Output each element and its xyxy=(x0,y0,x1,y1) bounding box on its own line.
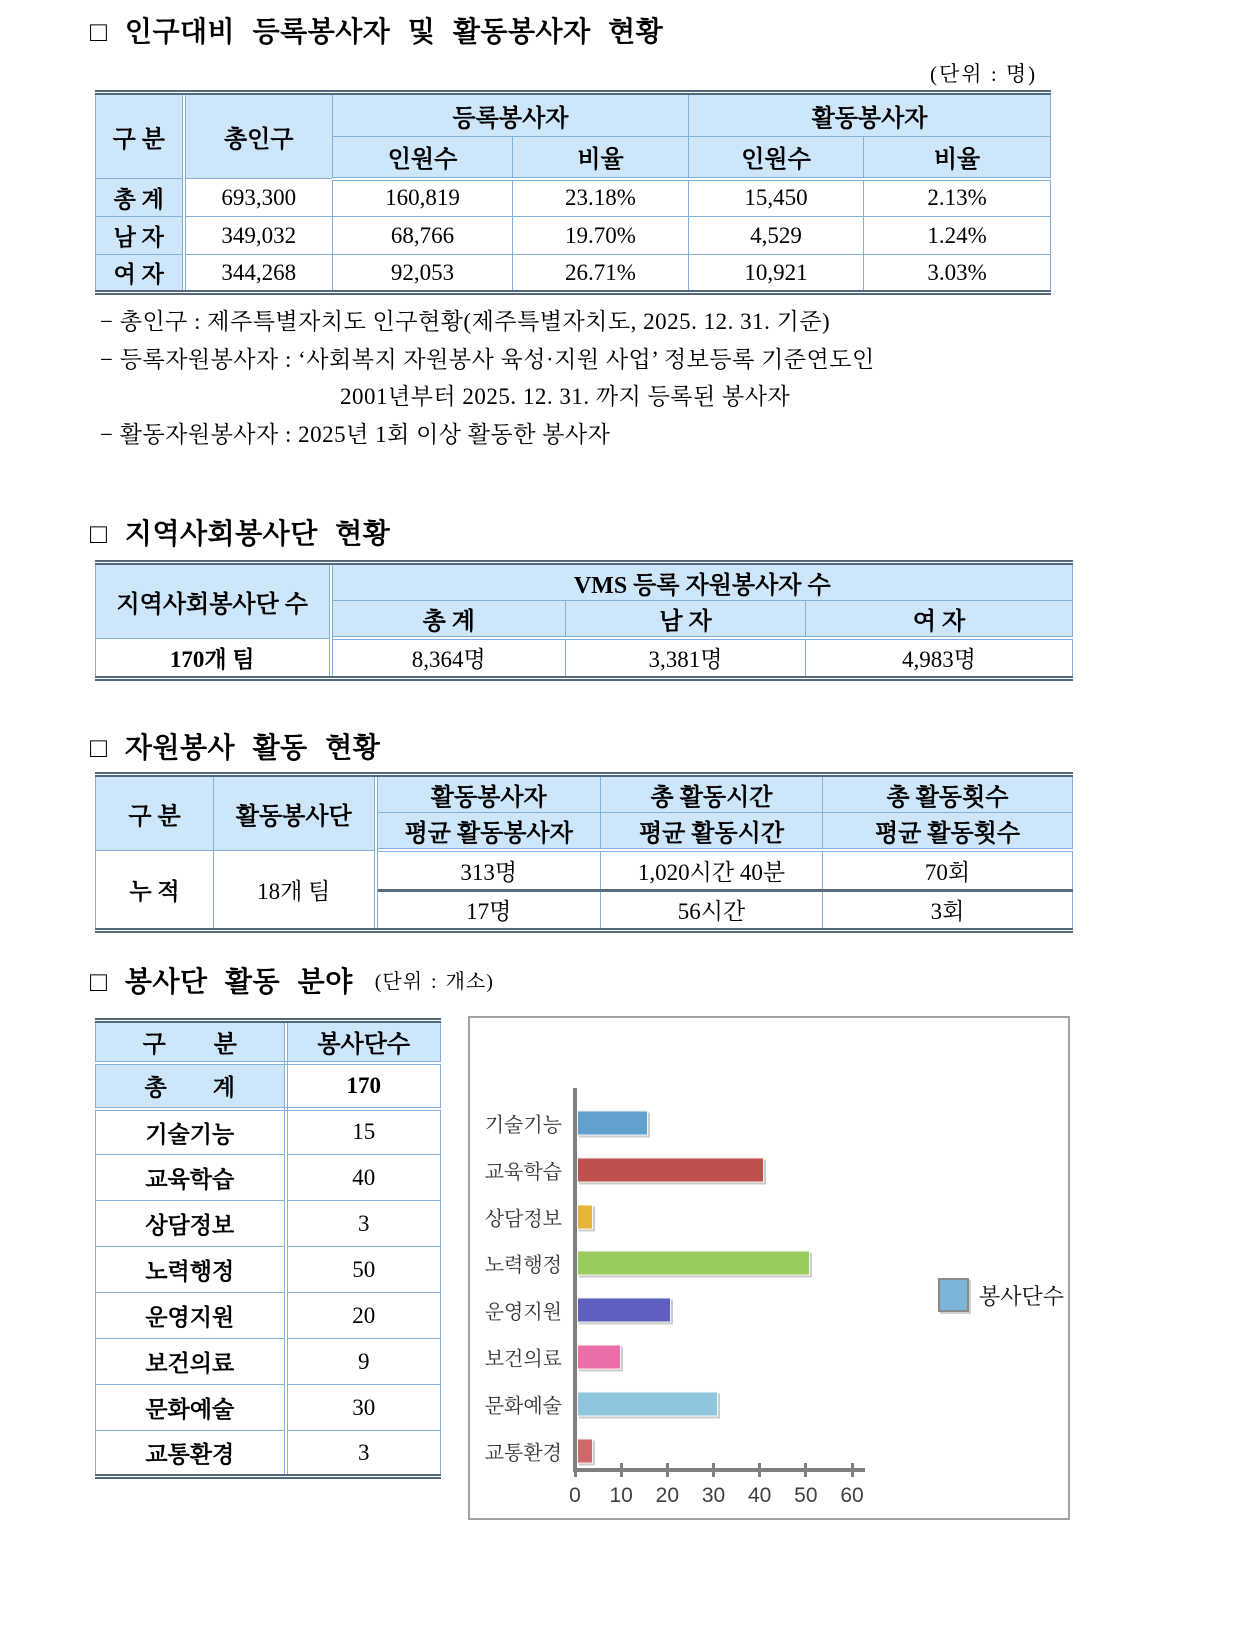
table-row xyxy=(96,1293,441,1339)
footnote: − 총인구 : 제주특별자치도 인구현황(제주특별자치도, 2025. 12. 31. 기준) xyxy=(100,309,831,334)
cell-act-ratio: 3.03% xyxy=(864,255,1051,293)
header-volunteers: 활동봉사자 xyxy=(376,775,601,813)
header-act-count: 인원수 xyxy=(689,137,864,179)
section1-title: □ 인구대비 등록봉사자 및 활동봉사자 현황 xyxy=(90,17,664,48)
row-label: 교육학습 xyxy=(96,1155,286,1201)
table-row-total xyxy=(96,1063,441,1109)
cell-volunteers: 313명 xyxy=(376,850,601,890)
x-axis-tick xyxy=(712,1463,715,1477)
chart-row xyxy=(470,1381,1068,1427)
chart-row xyxy=(470,1334,1068,1380)
section4-title-text: □ 봉사단 활동 분야 xyxy=(90,967,353,998)
population-volunteer-table xyxy=(95,90,1051,295)
chart-row xyxy=(470,1428,1068,1474)
cell-population: 693,300 xyxy=(184,179,333,217)
x-axis-tick xyxy=(666,1463,669,1477)
cell-value: 40 xyxy=(286,1155,441,1201)
header-corps-count: 봉사단수 xyxy=(286,1021,441,1063)
row-label: 보건의료 xyxy=(96,1339,286,1385)
section4-title xyxy=(90,960,494,1000)
x-axis-tick xyxy=(574,1463,577,1477)
cell-act-ratio: 2.13% xyxy=(864,179,1051,217)
community-corps-table xyxy=(95,560,1073,681)
cell-population: 349,032 xyxy=(184,217,333,255)
cell-avg-hours: 56시간 xyxy=(601,890,823,930)
cell-act-count: 15,450 xyxy=(689,179,864,217)
row-label: 누 적 xyxy=(96,850,214,930)
x-axis-tick xyxy=(851,1463,854,1477)
x-axis-tick xyxy=(620,1463,623,1477)
header-male: 남 자 xyxy=(566,601,806,639)
x-axis-tick-label: 50 xyxy=(794,1484,818,1507)
x-axis-tick xyxy=(758,1463,761,1477)
chart-legend xyxy=(938,1278,1064,1312)
footnote-continuation: 2001년부터 2025. 12. 31. 까지 등록된 봉사자 xyxy=(340,384,791,409)
header-avg-hours: 평균 활동시간 xyxy=(601,813,823,851)
header-female: 여 자 xyxy=(806,601,1073,639)
table-row xyxy=(96,1431,441,1477)
cell-value: 15 xyxy=(286,1109,441,1155)
cell-value: 3 xyxy=(286,1431,441,1477)
table-row xyxy=(96,1201,441,1247)
x-axis-tick-label: 20 xyxy=(655,1484,679,1507)
cell-value: 30 xyxy=(286,1385,441,1431)
chart-category-label: 문화예술 xyxy=(484,1395,562,1418)
footnote: − 활동자원봉사자 : 2025년 1회 이상 활동한 봉사자 xyxy=(100,421,611,447)
footnotes xyxy=(100,303,875,453)
section3-title: □ 자원봉사 활동 현황 xyxy=(90,733,381,764)
chart-row xyxy=(470,1100,1068,1146)
cell-total-value: 170 xyxy=(286,1063,441,1109)
table-row xyxy=(96,217,1051,255)
row-label: 노력행정 xyxy=(96,1247,286,1293)
section4-unit-note: (단위 : 개소) xyxy=(374,971,494,993)
table-row xyxy=(96,255,1051,293)
cell-act-count: 10,921 xyxy=(689,255,864,293)
cell-team-count: 170개 팀 xyxy=(96,638,331,678)
cell-reg-count: 92,053 xyxy=(333,255,513,293)
header-times: 총 활동횟수 xyxy=(823,775,1073,813)
legend-label: 봉사단수 xyxy=(979,1283,1065,1309)
corps-activity-bar-chart xyxy=(468,1016,1070,1520)
footnote: − 등록자원봉사자 : ‘사회복지 자원봉사 육성·지원 사업’ 정보등록 기준연도인 xyxy=(100,346,875,372)
chart-row xyxy=(470,1147,1068,1193)
chart-bar xyxy=(577,1204,593,1229)
header-avg-times: 평균 활동횟수 xyxy=(823,813,1073,851)
header-reg-ratio: 비율 xyxy=(513,137,689,179)
section1-unit-note: (단위 : 명) xyxy=(930,62,1038,86)
row-label: 교통환경 xyxy=(96,1431,286,1477)
header-registered-group: 등록봉사자 xyxy=(333,93,689,137)
header-group: 구 분 xyxy=(96,775,214,851)
x-axis-tick-label: 40 xyxy=(747,1484,772,1507)
cell-act-ratio: 1.24% xyxy=(864,217,1051,255)
cell-reg-ratio: 26.71% xyxy=(513,255,689,293)
header-team: 활동봉사단 xyxy=(214,775,376,851)
cell-times: 70회 xyxy=(823,850,1073,890)
cell-avg-volunteers: 17명 xyxy=(376,890,601,930)
chart-category-label: 노력행정 xyxy=(484,1254,562,1277)
chart-category-label: 교육학습 xyxy=(484,1161,562,1184)
legend-swatch-icon xyxy=(938,1278,969,1312)
header-reg-count: 인원수 xyxy=(333,137,513,179)
cell-hours: 1,020시간 40분 xyxy=(601,850,823,890)
section2-title: □ 지역사회봉사단 현황 xyxy=(90,519,391,550)
activity-status-table xyxy=(95,772,1073,933)
activity-field-table xyxy=(95,1018,441,1479)
cell-male: 3,381명 xyxy=(566,638,806,678)
row-label: 여 자 xyxy=(96,255,184,293)
chart-bar xyxy=(577,1111,648,1136)
header-group: 구 분 xyxy=(96,93,184,179)
header-vms-group: VMS 등록 자원봉사자 수 xyxy=(331,563,1073,601)
chart-category-label: 보건의료 xyxy=(484,1348,562,1371)
cell-reg-ratio: 23.18% xyxy=(513,179,689,217)
header-group: 구 분 xyxy=(96,1021,286,1063)
chart-bar xyxy=(577,1391,718,1416)
chart-category-label: 상담정보 xyxy=(484,1208,562,1231)
table-row xyxy=(96,638,1073,678)
x-axis-tick-label: 30 xyxy=(701,1484,726,1507)
chart-row xyxy=(470,1194,1068,1240)
chart-bar xyxy=(577,1438,593,1463)
x-axis-tick-label: 60 xyxy=(840,1484,864,1507)
chart-category-label: 운영지원 xyxy=(484,1301,562,1324)
chart-category-label: 기술기능 xyxy=(484,1114,562,1137)
header-active-group: 활동봉사자 xyxy=(689,93,1051,137)
header-corps-count: 지역사회봉사단 수 xyxy=(96,563,331,639)
cell-value: 20 xyxy=(286,1293,441,1339)
cell-reg-count: 68,766 xyxy=(333,217,513,255)
table-row xyxy=(96,1247,441,1293)
chart-category-label: 교통환경 xyxy=(484,1442,562,1465)
x-axis-tick-label: 10 xyxy=(609,1484,633,1507)
cell-value: 50 xyxy=(286,1247,441,1293)
cell-population: 344,268 xyxy=(184,255,333,293)
table-row xyxy=(96,1339,441,1385)
cell-act-count: 4,529 xyxy=(689,217,864,255)
row-label: 기술기능 xyxy=(96,1109,286,1155)
row-label: 총 계 xyxy=(96,179,184,217)
row-label: 남 자 xyxy=(96,217,184,255)
header-act-ratio: 비율 xyxy=(864,137,1051,179)
table-row xyxy=(96,850,1073,890)
header-population: 총인구 xyxy=(184,93,333,179)
table-row xyxy=(96,1109,441,1155)
cell-avg-times: 3회 xyxy=(823,890,1073,930)
row-label-total: 총 계 xyxy=(96,1063,286,1109)
table-row xyxy=(96,179,1051,217)
cell-total: 8,364명 xyxy=(331,638,566,678)
header-total: 총 계 xyxy=(331,601,566,639)
header-avg-volunteers: 평균 활동봉사자 xyxy=(376,813,601,851)
cell-value: 9 xyxy=(286,1339,441,1385)
x-axis-tick xyxy=(804,1463,807,1477)
header-hours: 총 활동시간 xyxy=(601,775,823,813)
row-label: 운영지원 xyxy=(96,1293,286,1339)
chart-bar xyxy=(577,1345,621,1370)
x-axis-tick-label: 0 xyxy=(569,1484,581,1507)
chart-bar xyxy=(577,1157,764,1182)
chart-bar xyxy=(577,1251,810,1276)
cell-team: 18개 팀 xyxy=(214,850,376,930)
cell-reg-count: 160,819 xyxy=(333,179,513,217)
row-label: 상담정보 xyxy=(96,1201,286,1247)
cell-female: 4,983명 xyxy=(806,638,1073,678)
table-row xyxy=(96,1385,441,1431)
row-label: 문화예술 xyxy=(96,1385,286,1431)
cell-value: 3 xyxy=(286,1201,441,1247)
cell-reg-ratio: 19.70% xyxy=(513,217,689,255)
chart-bar xyxy=(577,1298,671,1323)
table-row xyxy=(96,1155,441,1201)
